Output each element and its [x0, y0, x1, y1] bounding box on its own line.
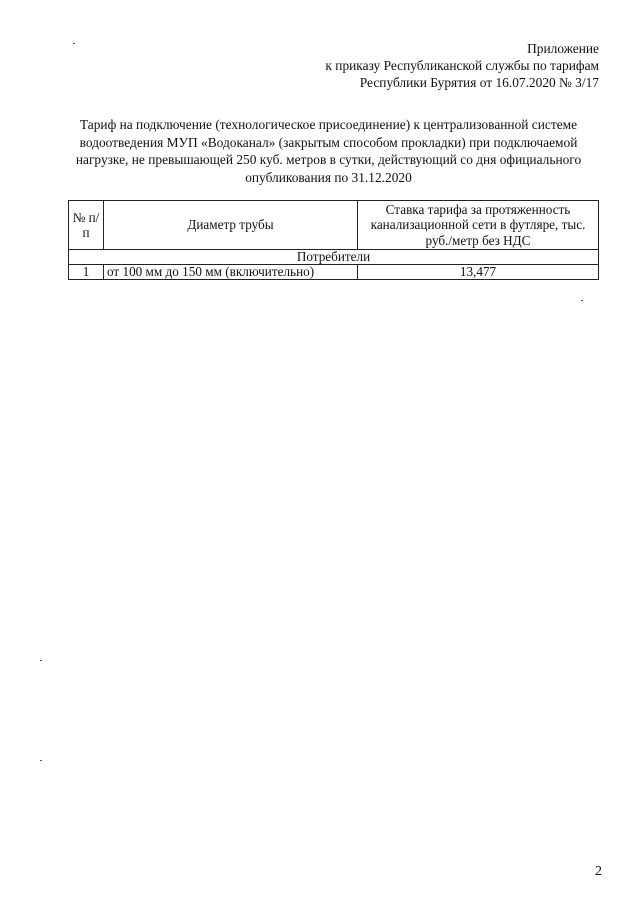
page-number: 2 — [595, 864, 602, 879]
group-label: Потребители — [69, 250, 599, 265]
row-diameter: от 100 мм до 150 мм (включительно) — [104, 265, 358, 280]
appendix-line-2: к приказу Республиканской службы по тарифам — [325, 58, 599, 73]
scan-speck — [73, 43, 75, 44]
group-row — [69, 250, 599, 265]
row-number: 1 — [69, 265, 104, 280]
appendix-line-1: Приложение — [527, 41, 599, 56]
appendix-header — [325, 40, 599, 91]
scan-speck — [581, 300, 583, 301]
header-diameter: Диаметр трубы — [104, 201, 358, 250]
header-number: № п/п — [69, 201, 104, 250]
table-header-row — [69, 201, 599, 250]
tariff-table — [68, 200, 599, 280]
row-rate: 13,477 — [358, 265, 599, 280]
table-row — [69, 265, 599, 280]
scan-speck — [40, 760, 42, 761]
header-rate: Ставка тарифа за протяженность канализационной сети в футляре, тыс. руб./метр без НДС — [358, 201, 599, 250]
appendix-line-3: Республики Бурятия от 16.07.2020 № 3/17 — [359, 75, 599, 90]
scan-speck — [40, 660, 42, 661]
document-title: Тариф на подключение (технологическое присоединение) к централизованной системе водоотведения МУП «Водоканал» (закрытым способом прокладки) при подключаемой нагрузке, не превышающей 250 куб. метров в сутки, действующий со дня официального опубликования по 31.12.2020 — [75, 117, 582, 185]
